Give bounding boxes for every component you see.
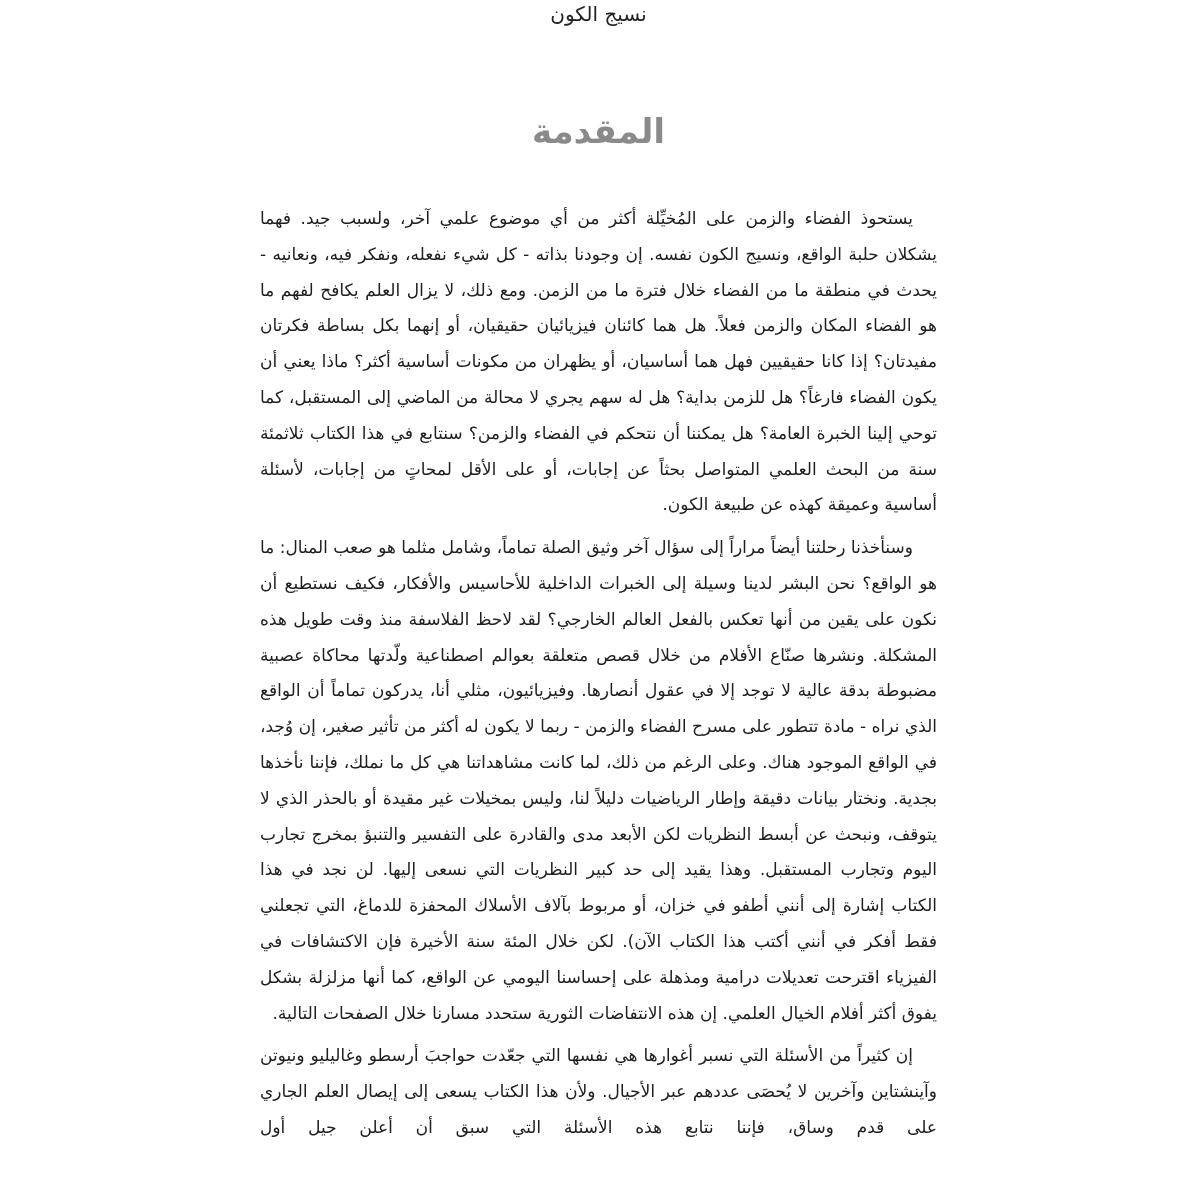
chapter-title: المقدمة	[532, 112, 665, 152]
body-text	[260, 202, 937, 1147]
paragraph-2: وسنأخذنا رحلتنا أيضاً مراراً إلى سؤال آخر وثيق الصلة تماماً، وشامل مثلما هو صعب المنال: ما هو الواقع؟ نحن البشر لدينا وسيلة إلى الخبرات الداخلية للأحاسيس والأفكار، فكيف نستطيع أن نكون على يقين من أنها تعكس بالفعل العالم الخارجي؟ لقد لاحظ الفلاسفة منذ وقت طويل هذه المشكلة. ونشرها صنّاع الأفلام من خلال قصص متعلقة بعوالم اصطناعية ولّدتها محاكاة عصبية مضبوطة بدقة عالية لا توجد إلا في عقول أنصارها. وفيزيائيون، مثلي أنا، يدركون تماماً أن الواقع الذي نراه - مادة تتطور على مسرح الفضاء والزمن - ربما لا يكون له أكثر من تأثير صغير، إن وُجد، في الواقع الموجود هناك. وعلى الرغم من ذلك، لما كانت مشاهداتنا هي كل ما نملك، فإننا نأخذها بجدية. ونختار بيانات دقيقة وإطار الرياضيات دليلاً لنا، وليس بمخيلات غير مقيدة أو بالحذر الذي لا يتوقف، ونبحث عن أبسط النظريات لكن الأبعد مدى والقادرة على التفسير والتنبؤ بمخرج تجارب اليوم وتجارب المستقبل. وهذا يقيد إلى حد كبير النظريات التي نسعى إليها. لن نجد في هذا الكتاب إشارة إلى أنني أطفو في خزان، أو مربوط بآلاف الأسلاك المحفزة للدماغ، التي تجعلني فقط أفكر في أنني أكتب هذا الكتاب الآن). لكن خلال المئة سنة الأخيرة فإن الاكتشافات في الفيزياء اقترحت تعديلات درامية ومذهلة على إحساسنا اليومي عن الواقع، كما أنها مزلزلة بشكل يفوق أكثر أفلام الخيال العلمي. إن هذه الانتفاضات الثورية ستحدد مسارنا خلال الصفحات التالية.	[260, 538, 937, 1024]
paragraph-1: يستحوذ الفضاء والزمن على المُخيِّلة أكثر من أي موضوع علمي آخر، ولسبب جيد. فهما يشكلان حلبة الواقع، ونسيج الكون نفسه. إن وجودنا بذاته - كل شيء نفعله، ونفكر فيه، ونعانيه - يحدث في منطقة ما من الفضاء خلال فترة ما من الزمن. ومع ذلك، لا يزال العلم يكافح لفهم ما هو الفضاء المكان والزمن فعلاً. هل هما كائنان فيزيائيان حقيقيان، أو إنهما بكل بساطة فكرتان مفيدتان؟ إذا كانا حقيقيين فهل هما أساسيان، أو يظهران من مكونات أساسية أكثر؟ ماذا يعني أن يكون الفضاء فارغاً؟ هل للزمن بداية؟ هل له سهم يجري لا محالة من الماضي إلى المستقبل، كما توحي إلينا الخبرة العامة؟ هل يمكننا أن نتحكم في الفضاء والزمن؟ سنتابع في هذا الكتاب ثلاثمئة سنة من البحث العلمي المتواصل بحثاً عن إجابات، أو على الأقل لمحاتٍ من إجابات، لأسئلة أساسية وعميقة كهذه عن طبيعة الكون.	[260, 209, 937, 516]
running-header-book-title: نسيج الكون	[550, 2, 647, 26]
paragraph-3: إن كثيراً من الأسئلة التي نسبر أغوارها هي نفسها التي جعّدت حواجبَ أرسطو وغاليليو ونيوتن وآينشتاين وآخرين لا يُحصَى عددهم عبر الأجيال. ولأن هذا الكتاب يسعى إلى إيصال العلم الجاري على قدم وساق، فإننا نتابع هذه الأسئلة التي سبق أن أعلن جيل أول	[260, 1046, 937, 1138]
